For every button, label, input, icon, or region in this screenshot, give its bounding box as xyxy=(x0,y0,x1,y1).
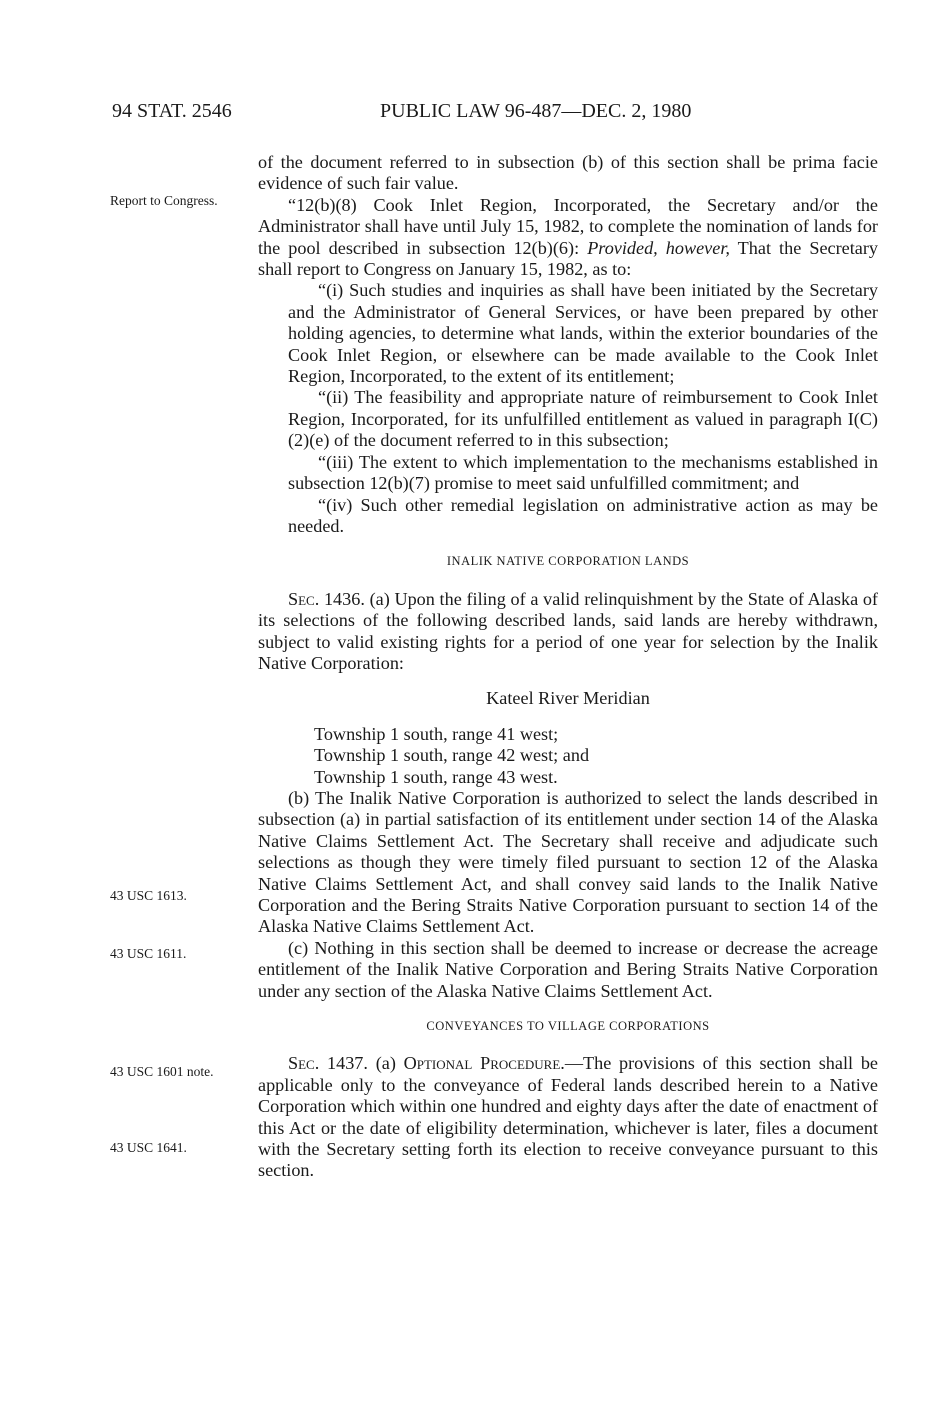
text: —The provisions of this section shall be applicable only to the conveyance of Federal lands described herein to a Native Corporation which within one hundred and eighty days after the date of enactment of this Act or the date of eligibility determination, whichever is later, files a document with the Secretary setting forth its election to receive conveyance pursuant to this section. xyxy=(258,1053,878,1181)
township-line: Township 1 south, range 43 west. xyxy=(314,766,558,787)
paragraph-c: (c) Nothing in this section shall be deemed to increase or decrease the acreage entitlement of the Inalik Native Corporation and Bering Straits Native Corporation under any section of the Alaska Native Claims Settlement Act. xyxy=(258,937,878,1001)
margin-note-usc-1641: 43 USC 1641. xyxy=(110,1140,187,1155)
section-heading-conveyances: CONVEYANCES TO VILLAGE CORPORATIONS xyxy=(426,1019,710,1034)
paragraph: of the document referred to in subsection (b) of this section shall be prima facie evidence of such fair value. xyxy=(258,152,878,194)
item-iv xyxy=(258,495,878,538)
item-i xyxy=(258,280,878,387)
sec-label: Sec. xyxy=(288,588,320,609)
sec-label: Sec. xyxy=(288,1053,320,1074)
margin-note-usc-1601: 43 USC 1601 note. xyxy=(110,1064,214,1079)
paragraph-12b8 xyxy=(258,195,878,281)
margin-note-usc-1611: 43 USC 1611. xyxy=(110,946,187,961)
subsection-title: Optional Procedure. xyxy=(403,1053,565,1074)
township-line: Township 1 south, range 42 west; and xyxy=(314,745,590,766)
public-law-title: PUBLIC LAW 96-487—DEC. 2, 1980 xyxy=(380,100,692,122)
township-line: Township 1 south, range 41 west; xyxy=(314,723,559,744)
item-iii xyxy=(258,452,878,495)
document-body xyxy=(258,152,878,1182)
proviso-text: Provided, however, xyxy=(587,237,730,258)
page-header xyxy=(112,100,882,130)
text: 1436. (a) Upon the filing of a valid relinquishment by the State of Alaska of its selections of the following described lands, said lands are hereby withdrawn, subject to valid existing rights for a period of one year for selection by the Inalik Native Corporation: xyxy=(258,588,878,673)
text: “(ii) The feasibility and appropriate nature of reimbursement to Cook Inlet Region, Incorporated, for its unfulfilled entitlement as valued in paragraph I(C)(2)(e) of the document referred to in this subsection; xyxy=(288,387,878,451)
paragraph-b: (b) The Inalik Native Corporation is authorized to select the lands described in subsection (a) in partial satisfaction of its entitlement under section 14 of the Alaska Native Claims Settlement Act. The Secretary shall receive and adjudicate such selections as though they were timely filed pursuant to section 12 of the Alaska Native Claims Settlement Act, and shall convey said lands to the Inalik Native Corporation and the Bering Straits Native Corporation pursuant to section 14 of the Alaska Native Claims Settlement Act. xyxy=(258,787,878,937)
text: 1437. (a) xyxy=(319,1053,404,1074)
text: That the Secretary shall report to Congress on January 15, 1982, as to: xyxy=(258,237,878,280)
text: “(iii) The extent to which implementation to the mechanisms established in subsection 12(b)(7) promise to meet said unfulfilled commitment; and xyxy=(288,451,878,494)
stat-page-number: 94 STAT. 2546 xyxy=(112,100,232,122)
margin-note-report: Report to Congress. xyxy=(110,193,218,208)
item-ii xyxy=(258,387,878,451)
text: “(i) Such studies and inquiries as shall have been initiated by the Secretary and the Administrator of General Services, or have been prepared by other holding agencies, to determine what lands, within the exterior boundaries of the Cook Inlet Region, or elsewhere can be made available to the Cook Inlet Region, Incorporated, to the extent of its entitlement; xyxy=(288,280,878,387)
meridian-title: Kateel River Meridian xyxy=(486,688,650,709)
text: “12(b)(8) Cook Inlet Region, Incorporated, the Secretary and/or the Administrator shall have until July 15, 1982, to complete the nomination of lands for the pool described in subsection 12(b)(6): xyxy=(258,194,878,258)
section-heading-inalik: INALIK NATIVE CORPORATION LANDS xyxy=(446,554,690,569)
text: “(iv) Such other remedial legislation on administrative action as may be needed. xyxy=(288,494,878,536)
section-1436 xyxy=(258,589,878,675)
margin-note-usc-1613: 43 USC 1613. xyxy=(110,888,187,903)
section-1437 xyxy=(258,1053,878,1181)
